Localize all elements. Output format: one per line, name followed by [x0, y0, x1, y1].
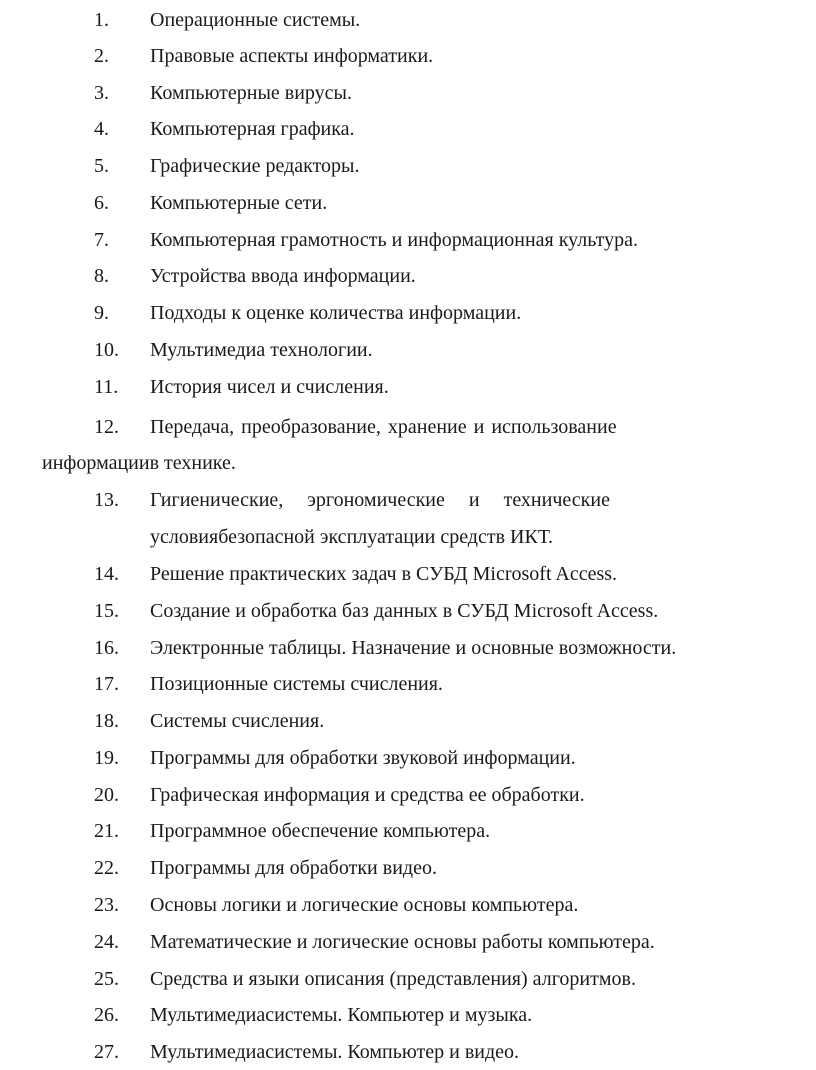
- list-item-number: 8.: [94, 265, 109, 287]
- list-item-continuation: условиябезопасной эксплуатации средств ИКТ.: [150, 526, 554, 548]
- list-item-number: 5.: [94, 155, 109, 177]
- list-item-number: 27.: [94, 1041, 119, 1063]
- list-item-text: Основы логики и логические основы компьютера.: [150, 894, 579, 916]
- list-item-number: 24.: [94, 931, 119, 953]
- list-item-text: Средства и языки описания (представления) алгоритмов.: [150, 968, 636, 990]
- list-item-text: История чисел и счисления.: [150, 376, 389, 398]
- list-item-number: 11.: [94, 376, 119, 398]
- list-item-text: Подходы к оценке количества информации.: [150, 302, 522, 324]
- list-item-text: Операционные системы.: [150, 9, 361, 31]
- list-item-text: Программы для обработки звуковой информации.: [150, 747, 576, 769]
- list-item-number: 12.: [94, 416, 119, 438]
- list-item-number: 3.: [94, 82, 109, 104]
- list-item-text: Графическая информация и средства ее обработки.: [150, 784, 585, 806]
- list-item-text: Решение практических задач в СУБД Microsoft Access.: [150, 563, 618, 585]
- list-item-number: 9.: [94, 302, 109, 324]
- list-item-text: Гигиенические, эргономические и технические: [150, 489, 610, 511]
- list-item-number: 4.: [94, 118, 109, 140]
- list-item-number: 21.: [94, 820, 119, 842]
- list-item-text: Создание и обработка баз данных в СУБД Microsoft Access.: [150, 600, 659, 622]
- list-item-text: Системы счисления.: [150, 710, 325, 732]
- list-item-text: Правовые аспекты информатики.: [150, 45, 434, 67]
- list-item-number: 6.: [94, 192, 109, 214]
- list-item-number: 15.: [94, 600, 119, 622]
- list-item-number: 2.: [94, 45, 109, 67]
- list-item-text: Математические и логические основы работы компьютера.: [150, 931, 655, 953]
- list-item-number: 14.: [94, 563, 119, 585]
- list-item-number: 20.: [94, 784, 119, 806]
- list-item-number: 10.: [94, 339, 119, 361]
- list-item-text: Устройства ввода информации.: [150, 265, 416, 287]
- list-item-number: 26.: [94, 1004, 119, 1026]
- list-item-text: Мультимедиасистемы. Компьютер и музыка.: [150, 1004, 533, 1026]
- list-item-number: 18.: [94, 710, 119, 732]
- list-item-continuation: информациив технике.: [42, 452, 236, 474]
- list-item-number: 23.: [94, 894, 119, 916]
- list-item-number: 25.: [94, 968, 119, 990]
- list-item-text: Компьютерные вирусы.: [150, 82, 352, 104]
- list-item-text: Программы для обработки видео.: [150, 857, 437, 879]
- list-item-number: 7.: [94, 229, 109, 251]
- list-item-text: Компьютерные сети.: [150, 192, 328, 214]
- list-item-number: 19.: [94, 747, 119, 769]
- list-item-number: 16.: [94, 637, 119, 659]
- list-item-text: Передача, преобразование, хранение и использование: [150, 416, 617, 438]
- list-item-text: Электронные таблицы. Назначение и основные возможности.: [150, 637, 677, 659]
- list-item-text: Позиционные системы счисления.: [150, 673, 443, 695]
- list-item-text: Компьютерная грамотность и информационная культура.: [150, 229, 638, 251]
- list-item-number: 17.: [94, 673, 119, 695]
- list-item-text: Мультимедиа технологии.: [150, 339, 373, 361]
- list-item-number: 1.: [94, 9, 109, 31]
- list-item-text: Программное обеспечение компьютера.: [150, 820, 491, 842]
- list-item-text: Компьютерная графика.: [150, 118, 355, 140]
- list-item-text: Графические редакторы.: [150, 155, 360, 177]
- list-item-text: Мультимедиасистемы. Компьютер и видео.: [150, 1041, 520, 1063]
- list-item-number: 13.: [94, 489, 119, 511]
- list-item-number: 22.: [94, 857, 119, 879]
